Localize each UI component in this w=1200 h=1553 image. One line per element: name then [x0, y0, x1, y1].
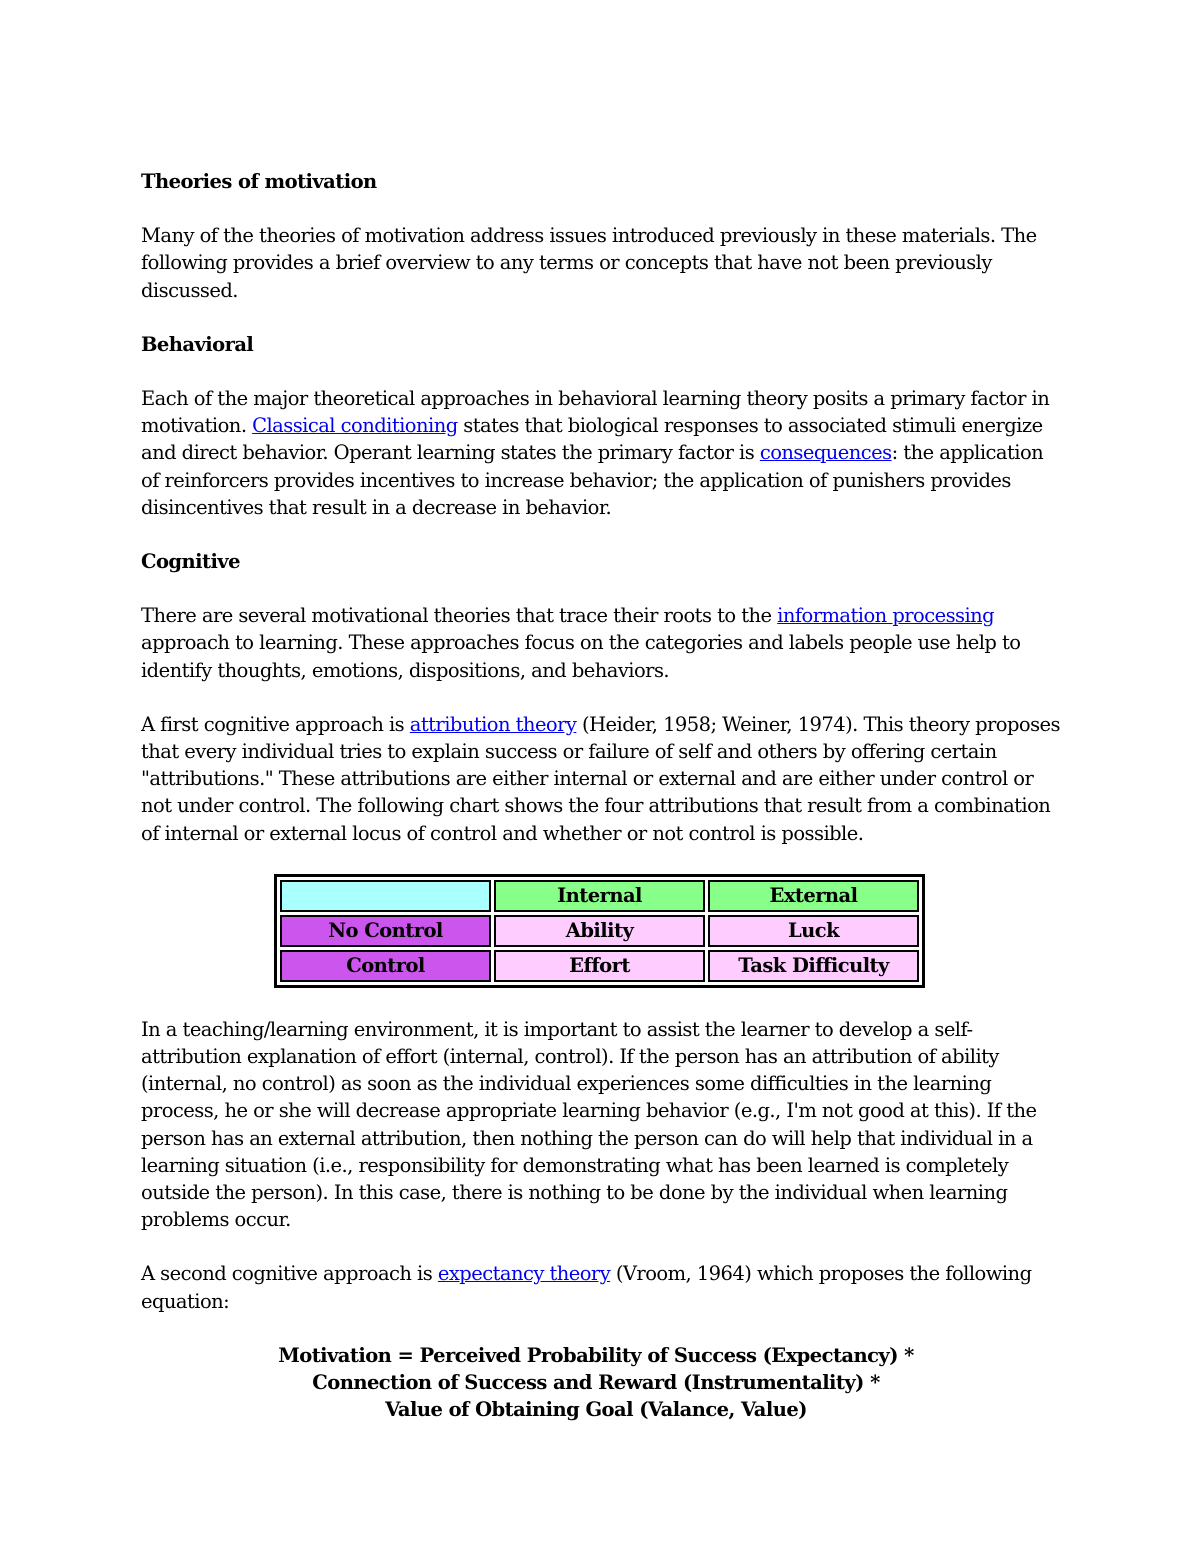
- behavioral-text-1: Each of the major theoretical approaches in behavioral learning theory posits a primary factor in motivation.: [141, 387, 1050, 438]
- behavioral-paragraph: [141, 385, 1061, 521]
- cognitive-p1-text-1: There are several motivational theories that trace their roots to the: [141, 604, 772, 628]
- document-content: [141, 168, 1061, 1424]
- cognitive-heading: Cognitive: [141, 550, 240, 574]
- page-title: Theories of motivation: [141, 170, 377, 193]
- cognitive-p2-text-2: (Heider, 1958; Weiner, 1974). This theory proposes that every individual tries to explain success or failure of self and others by offering certain "attributions." These attributions are either internal or external and are either under control or not under control. The following chart shows the four attributions that result from a combination of internal or external locus of control and whether or not control is possible.: [141, 712, 1060, 845]
- cognitive-paragraph-2: [141, 711, 1061, 847]
- equation-line-3: Value of Obtaining Goal (Valance, Value): [385, 1398, 807, 1422]
- expectancy-equation: [131, 1342, 1061, 1424]
- cognitive-p4-text-1: A second cognitive approach is: [141, 1262, 433, 1286]
- table-row: [280, 915, 919, 947]
- expectancy-theory-link[interactable]: expectancy theory: [437, 1262, 611, 1286]
- table-cell-luck: Luck: [708, 915, 919, 947]
- equation-line-2: Connection of Success and Reward (Instrumentality) *: [312, 1371, 880, 1395]
- table-row: [280, 950, 919, 982]
- cognitive-p4-text-2: (Vroom, 1964) which proposes the following equation:: [141, 1262, 1032, 1313]
- behavioral-text-3: : the application of reinforcers provides incentives to increase behavior; the application of punishers provides disincentives that result in a decrease in behavior.: [141, 441, 1044, 519]
- attribution-table: [274, 874, 925, 988]
- table-header-external: External: [708, 880, 919, 912]
- classical-conditioning-link[interactable]: Classical conditioning: [252, 414, 458, 438]
- cognitive-paragraph-3: In a teaching/learning environment, it is important to assist the learner to develop a self-attribution explanation of effort (internal, control). If the person has an attribution of ability (internal, no control) as soon as the individual experiences some difficulties in the learning process, he or she will decrease appropriate learning behavior (e.g., I'm not good at this). If the person has an external attribution, then nothing the person can do will help that individual in a learning situation (i.e., responsibility for demonstrating what has been learned is completely outside the person). In this case, there is nothing to be done by the individual when learning problems occur.: [141, 1017, 1037, 1232]
- intro-paragraph: Many of the theories of motivation address issues introduced previously in these materials. The following provides a brief overview to any terms or concepts that have not been previously discussed.: [141, 224, 1037, 302]
- table-row-label-control: Control: [280, 950, 491, 982]
- table-row-label-no-control: No Control: [280, 915, 491, 947]
- consequences-link[interactable]: consequences: [759, 441, 892, 465]
- table-cell-ability: Ability: [494, 915, 705, 947]
- behavioral-text-2: states that biological responses to associated stimuli energize and direct behavior. Operant learning states the primary factor is: [141, 414, 1043, 465]
- information-processing-link[interactable]: information processing: [777, 604, 995, 628]
- behavioral-heading: Behavioral: [141, 332, 254, 356]
- attribution-theory-link[interactable]: attribution theory: [409, 712, 577, 736]
- cognitive-p1-text-2: approach to learning. These approaches focus on the categories and labels people use help to identify thoughts, emotions, dispositions, and behaviors.: [141, 631, 1021, 682]
- cognitive-paragraph-4: [141, 1260, 1061, 1314]
- table-cell-effort: Effort: [494, 950, 705, 982]
- cognitive-p2-text-1: A first cognitive approach is: [141, 712, 405, 736]
- cognitive-paragraph-1: [141, 602, 1061, 684]
- table-cell-task-difficulty: Task Difficulty: [708, 950, 919, 982]
- table-corner-cell: [280, 880, 491, 912]
- table-header-internal: Internal: [494, 880, 705, 912]
- equation-line-1: Motivation = Perceived Probability of Success (Expectancy) *: [278, 1343, 914, 1367]
- table-header-row: [280, 880, 919, 912]
